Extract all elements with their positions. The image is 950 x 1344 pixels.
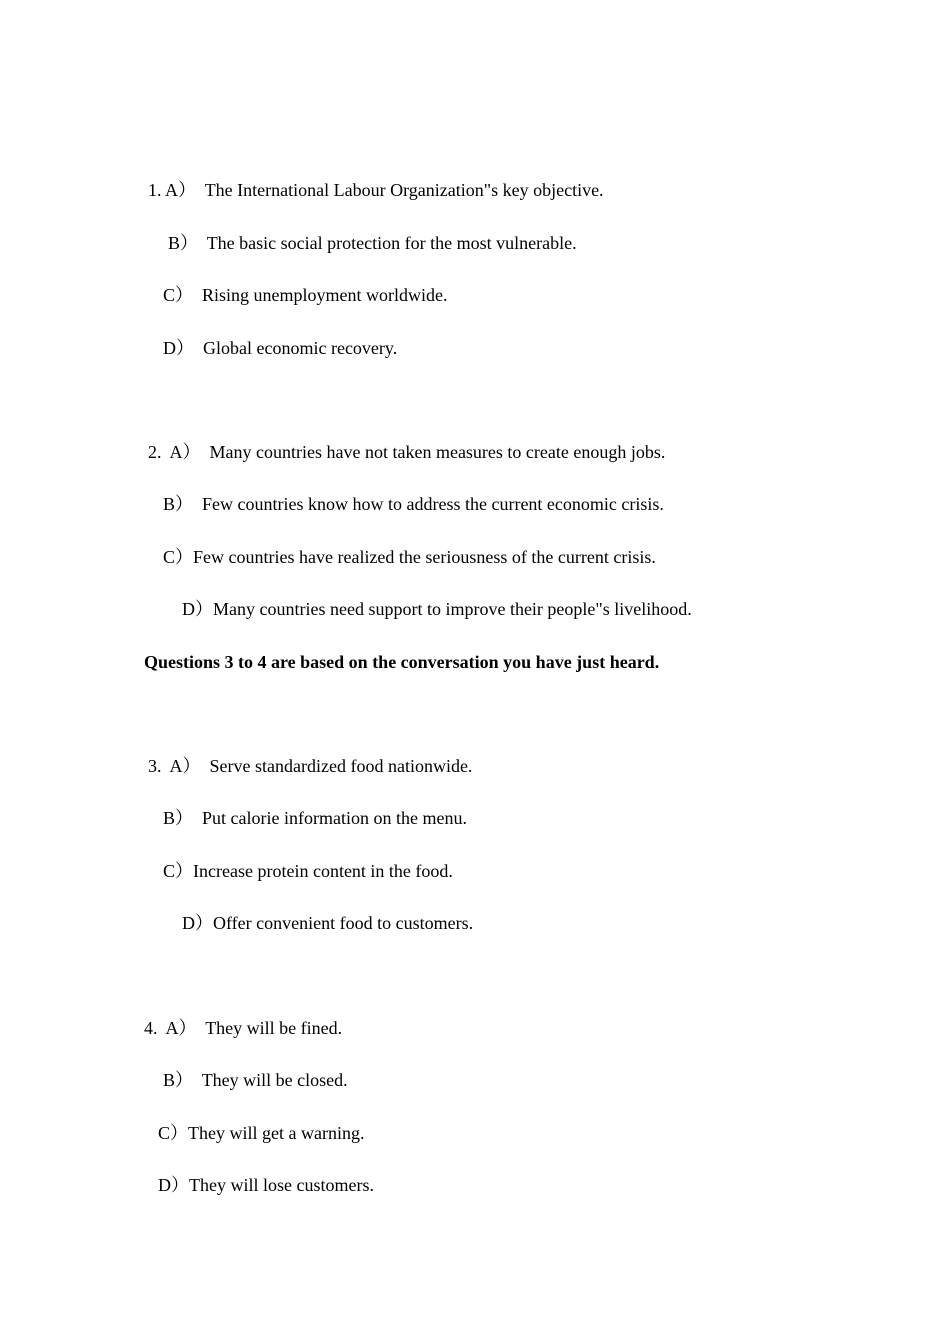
- option-text: They will get a warning.: [188, 1123, 365, 1143]
- question-4-option-b: [163, 1069, 348, 1091]
- question-1-option-b: [168, 232, 577, 254]
- option-text: Rising unemployment worldwide.: [202, 285, 448, 305]
- question-3-option-b: [163, 807, 467, 829]
- option-text: Few countries have realized the seriousness of the current crisis.: [193, 547, 656, 567]
- question-4-option-c: [158, 1122, 364, 1144]
- option-text: Many countries have not taken measures to create enough jobs.: [209, 442, 666, 462]
- option-text: Serve standardized food nationwide.: [209, 756, 473, 776]
- question-3-option-d: [182, 912, 473, 934]
- option-prefix: B）: [163, 808, 203, 828]
- option-text: Put calorie information on the menu.: [202, 808, 467, 828]
- option-text: They will lose customers.: [189, 1175, 374, 1195]
- option-text: Few countries know how to address the current economic crisis.: [202, 494, 664, 514]
- option-prefix: 1. A）: [148, 180, 205, 200]
- option-prefix: D）: [163, 338, 203, 358]
- option-prefix: B）: [168, 233, 207, 253]
- question-3-option-c: [163, 860, 453, 882]
- section-heading: Questions 3 to 4 are based on the conversation you have just heard.: [144, 652, 660, 672]
- question-4-option-d: [158, 1174, 374, 1196]
- option-text: They will be fined.: [205, 1018, 343, 1038]
- option-prefix: B）: [163, 1070, 202, 1090]
- option-prefix: C）: [163, 547, 194, 567]
- option-text: The basic social protection for the most vulnerable.: [206, 233, 577, 253]
- option-prefix: C）: [163, 861, 194, 881]
- option-prefix: C）: [163, 285, 203, 305]
- option-text: Increase protein content in the food.: [193, 861, 453, 881]
- question-1-option-a: [148, 179, 604, 201]
- option-prefix: 3. A）: [148, 756, 210, 776]
- question-2-option-d: [182, 598, 692, 620]
- option-prefix: D）: [182, 599, 213, 619]
- question-1-option-d: [163, 337, 397, 359]
- option-prefix: D）: [182, 913, 213, 933]
- option-prefix: 2. A）: [148, 442, 210, 462]
- option-text: Offer convenient food to customers.: [213, 913, 474, 933]
- option-text: Global economic recovery.: [203, 338, 398, 358]
- option-text: They will be closed.: [201, 1070, 348, 1090]
- question-2-option-c: [163, 546, 656, 568]
- question-2-option-b: [163, 493, 664, 515]
- option-text: The International Labour Organization"s key objective.: [204, 180, 604, 200]
- option-prefix: C）: [158, 1123, 189, 1143]
- question-3-option-a: [148, 755, 472, 777]
- option-text: Many countries need support to improve their people"s livelihood.: [213, 599, 692, 619]
- option-prefix: D）: [158, 1175, 189, 1195]
- question-1-option-c: [163, 284, 448, 306]
- question-4-option-a: [144, 1017, 342, 1039]
- question-2-option-a: [148, 441, 665, 463]
- option-prefix: B）: [163, 494, 203, 514]
- option-prefix: 4. A）: [144, 1018, 206, 1038]
